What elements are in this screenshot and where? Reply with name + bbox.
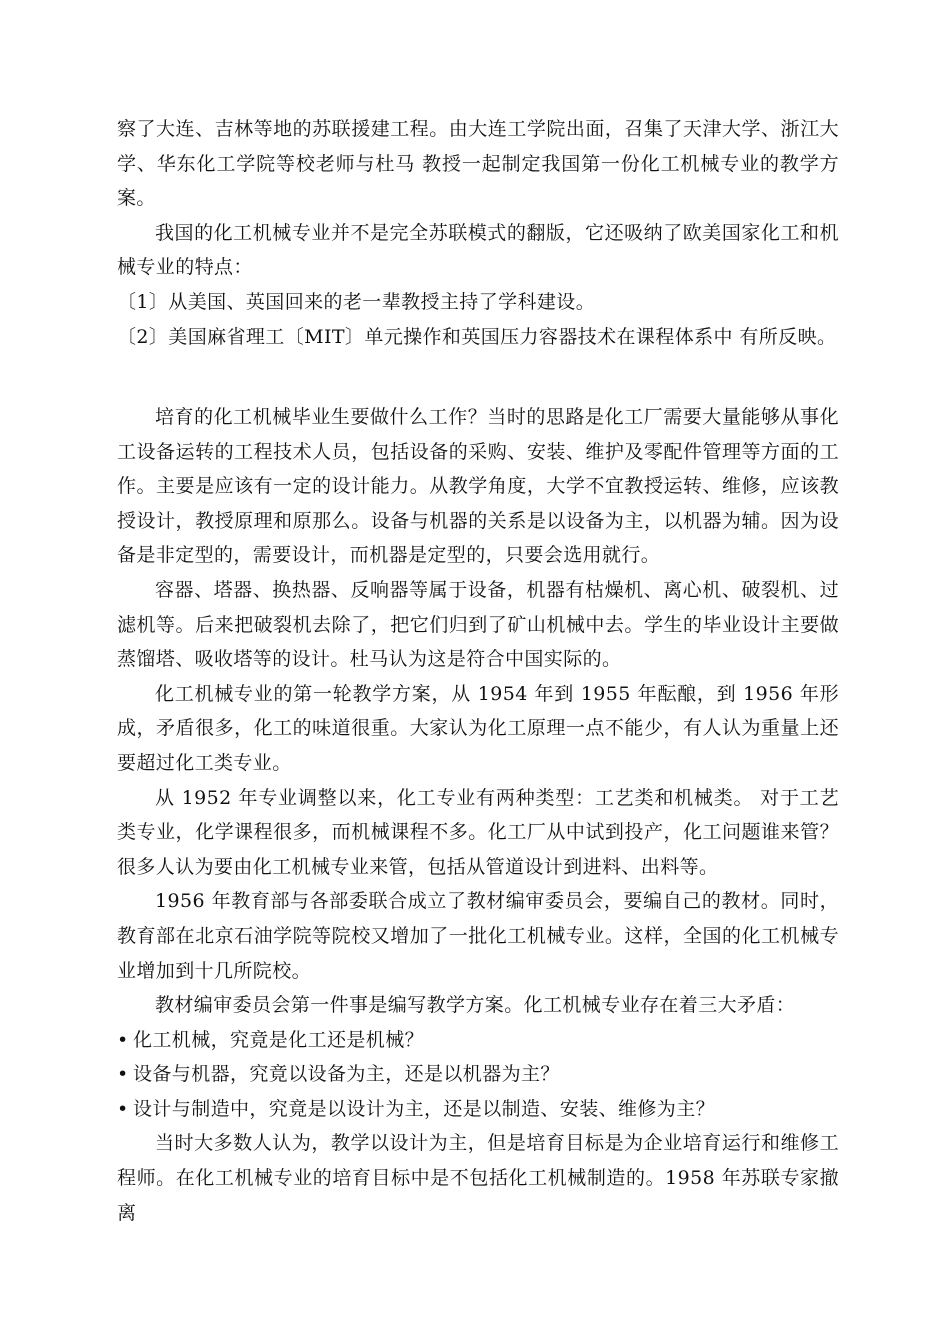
bullet-icon: • [117,1028,129,1051]
numbered-item: 〔1〕从美国、英国回来的老一辈教授主持了学科建设。 [117,290,596,313]
numbered-item: 〔2〕美国麻省理工〔MIT〕单元操作和英国压力容器技术在课程体系中 有所反映。 [117,325,837,348]
text-section-main [117,400,839,1230]
bullet-text: 化工机械，究竟是化工还是机械？ [133,1028,425,1051]
bullet-item [117,1092,839,1127]
paragraph: 容器、塔器、换热器、反响器等属于设备，机器有枯燥机、离心机、破裂机、过滤机等。后来把破裂机去除了，把它们归到了矿山机械中去。学生的毕业设计主要做蒸馏塔、吸收塔等的设计。杜马认为这是符合中国实际的。 [117,578,839,671]
paragraph: 察了大连、吉林等地的苏联援建工程。由大连工学院出面，召集了天津大学、浙江大学、华东化工学院等校老师与杜马 教授一起制定我国第一份化工机械专业的教学方案。 [117,118,839,210]
paragraph: 我国的化工机械专业并不是完全苏联模式的翻版，它还吸纳了欧美国家化工和机械专业的特点： [117,221,839,279]
paragraph: 1956 年教育部与各部委联合成立了教材编审委员会，要编自己的教材。同时，教育部在北京石油学院等院校又增加了一批化工机械专业。这样，全国的化工机械专业增加到十几所院校。 [117,890,839,982]
bullet-item [117,1023,839,1058]
paragraph: 化工机械专业的第一轮教学方案，从 1954 年到 1955 年酝酿，到 1956 年形成，矛盾很多，化工的味道很重。大家认为化工原理一点不能少，有人认为重量上还要超过化工类专业。 [117,682,839,774]
bullet-icon: • [117,1063,129,1086]
bullet-item [117,1057,839,1092]
bullet-text: 设备与机器，究竟以设备为主，还是以机器为主？ [133,1063,560,1086]
paragraph: 当时大多数人认为，教学以设计为主，但是培育目标是为企业培育运行和维修工程师。在化工机械专业的培育目标中是不包括化工机械制造的。1958 年苏联专家撤离 [117,1132,839,1224]
bullet-text: 设计与制造中，究竟是以设计为主，还是以制造、安装、维修为主？ [133,1097,716,1120]
bullet-icon: • [117,1097,129,1120]
paragraph: 教材编审委员会第一件事是编写教学方案。化工机械专业存在着三大矛盾： [155,994,796,1017]
paragraph: 培育的化工机械毕业生要做什么工作？当时的思路是化工厂需要大量能够从事化工设备运转的工程技术人员，包括设备的采购、安装、维护及零配件管理等方面的工作。主要是应该有一定的设计能力。从教学角度，大学不宜教授运转、维修，应该教授设计，教授原理和原那么。设备与机器的关系是以设备为主，以机器为辅。因为设备是非定型的，需要设计，而机器是定型的，只要会选用就行。 [117,406,839,567]
paragraph: 从 1952 年专业调整以来，化工专业有两种类型：工艺类和机械类。 对于工艺类专业，化学课程很多，而机械课程不多。化工厂从中试到投产，化工问题谁来管？很多人认为要由化工机械专业来管，包括从管道设计到进料、出料等。 [117,786,839,878]
text-section-top [117,112,839,354]
